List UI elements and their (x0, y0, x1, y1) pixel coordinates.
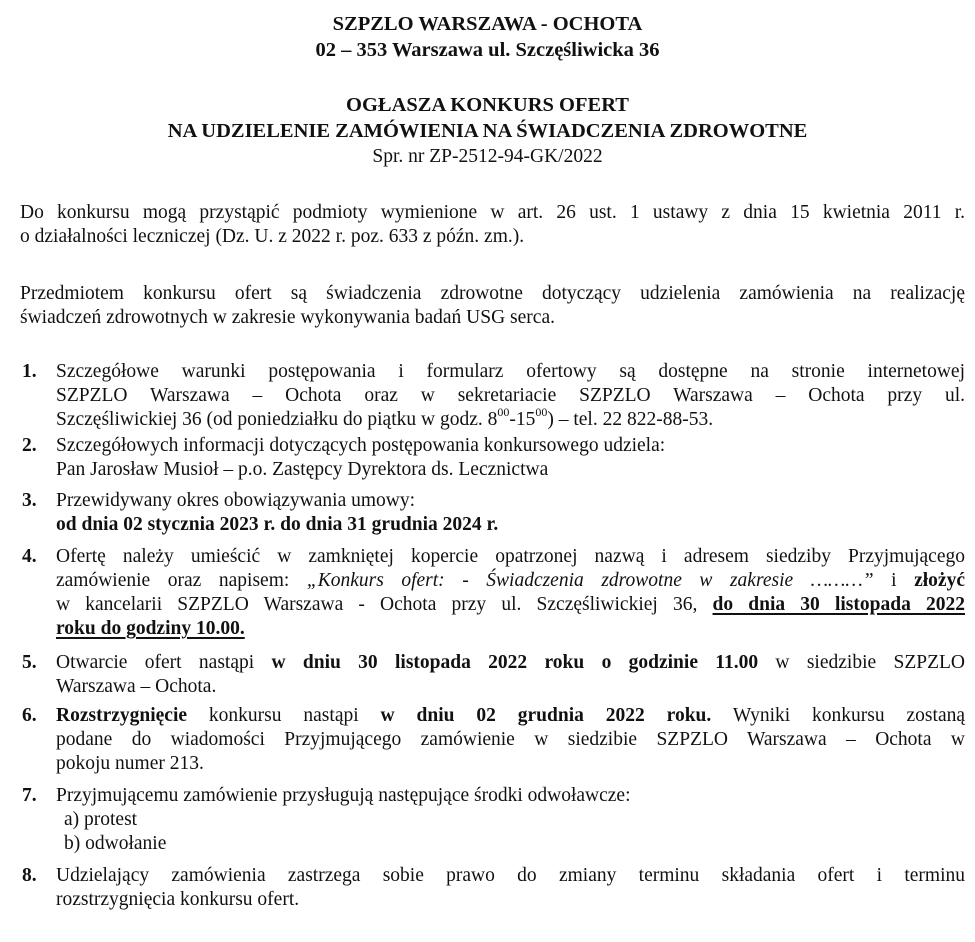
item-1-line1: Szczegółowe warunki postępowania i formularz ofertowy są dostępne na stronie internetowej (56, 361, 965, 382)
resolution-date: w dniu 02 grudnia 2022 roku. (380, 705, 712, 726)
item-6-line2: podane do wiadomości Przyjmującego zamówienie w siedzibie SZPZLO Warszawa – Ochota w (56, 729, 965, 750)
item-number: 8. (22, 865, 37, 886)
item-4-connector: i (873, 570, 915, 591)
intro-line1: Do konkursu mogą przystąpić podmioty wymienione w art. 26 ust. 1 ustawy z dnia 15 kwietnia 2011 r. (20, 202, 965, 223)
item-5-location: w siedzibie SZPZLO (758, 652, 965, 673)
reference-number: Spr. nr ZP-2512-94-GK/2022 (372, 146, 603, 167)
org-address: 02 – 353 Warszawa ul. Szczęśliwicka 36 (315, 39, 660, 61)
item-number: 1. (22, 361, 37, 382)
item-4-line1: Ofertę należy umieścić w zamkniętej kopercie opatrzonej nazwą i adresem siedziby Przyjmującego (56, 546, 965, 567)
item-4-text: zamówienie oraz napisem: (56, 570, 307, 591)
item-4-office: w kancelarii SZPZLO Warszawa - Ochota przy ul. Szczęśliwickiej 36, (56, 594, 713, 615)
submission-deadline-date: do dnia 30 listopada 2022 (712, 594, 965, 615)
submission-deadline-time: roku do godziny 10.00. (56, 618, 245, 639)
subject-line2: świadczeń zdrowotnych w zakresie wykonywania badań USG serca. (20, 307, 555, 328)
remedy-appeal: b) odwołanie (64, 833, 167, 854)
item-number: 7. (22, 785, 37, 806)
announcement-title-line2: NA UDZIELENIE ZAMÓWIENIA NA ŚWIADCZENIA ZDROWOTNE (167, 120, 808, 142)
announcement-title-line1: OGŁASZA KONKURS OFERT (346, 94, 629, 116)
remedy-protest: a) protest (64, 809, 138, 830)
item-6-text: konkursu nastąpi (187, 705, 381, 726)
item-1-line3 (56, 405, 965, 432)
item-1-line2: SZPZLO Warszawa – Ochota oraz w sekretariacie SZPZLO Warszawa – Ochota przy ul. (56, 385, 965, 406)
item-4-line4 (56, 617, 965, 641)
item-number: 3. (22, 490, 37, 511)
intro-paragraph (20, 201, 965, 249)
hours-end-minutes: 00 (535, 405, 548, 419)
opening-datetime: w dniu 30 listopada 2022 roku o godzinie 11.00 (271, 652, 759, 673)
item-2-line1: Szczegółowych informacji dotyczących postępowania konkursowego udziela: (56, 435, 666, 456)
envelope-label-text: „Konkurs ofert: - Świadczenia zdrowotne w zakresie ………” (306, 570, 874, 591)
item-5-line1 (56, 651, 965, 675)
resolution-keyword: Rozstrzygnięcie (56, 705, 188, 726)
org-name: SZPZLO WARSZAWA - OCHOTA (332, 13, 643, 35)
item-1-phone: ) – tel. 22 822-88-53. (547, 409, 714, 430)
hours-start-minutes: 00 (497, 405, 510, 419)
item-8-line1: Udzielający zamówienia zastrzega sobie prawo do zmiany terminu składania ofert i terminu (56, 865, 965, 886)
item-number: 4. (22, 546, 37, 567)
subject-paragraph (20, 282, 965, 330)
item-8-line2: rozstrzygnięcia konkursu ofert. (56, 889, 300, 910)
submit-keyword: złożyć (914, 570, 965, 591)
item-5-text: Otwarcie ofert nastąpi (56, 652, 272, 673)
item-7-line1: Przyjmującemu zamówienie przysługują następujące środki odwoławcze: (56, 785, 631, 806)
item-6-results: Wyniki konkursu zostaną (711, 705, 966, 726)
item-1-hours-text: Szczęśliwickiej 36 (od poniedziałku do piątku w godz. 8 (56, 409, 498, 430)
contact-person: Pan Jarosław Musioł – p.o. Zastępcy Dyrektora ds. Lecznictwa (56, 459, 549, 480)
item-6-room: pokoju numer 213. (56, 753, 204, 774)
item-5-line2: Warszawa – Ochota. (56, 676, 217, 697)
intro-line2: o działalności leczniczej (Dz. U. z 2022 r. poz. 633 z późn. zm.). (20, 226, 525, 247)
item-4-line3 (56, 593, 965, 617)
item-number: 2. (22, 435, 37, 456)
subject-line1: Przedmiotem konkursu ofert są świadczenia zdrowotne dotyczący udzielenia zamówienia na realizację (20, 283, 965, 304)
item-6-line1 (56, 704, 965, 728)
hours-end: -15 (509, 409, 536, 430)
item-number: 6. (22, 705, 37, 726)
item-4-line2 (56, 569, 965, 593)
item-3-line1: Przewidywany okres obowiązywania umowy: (56, 490, 416, 511)
item-number: 5. (22, 652, 37, 673)
contract-period: od dnia 02 stycznia 2023 r. do dnia 31 grudnia 2024 r. (56, 514, 499, 535)
